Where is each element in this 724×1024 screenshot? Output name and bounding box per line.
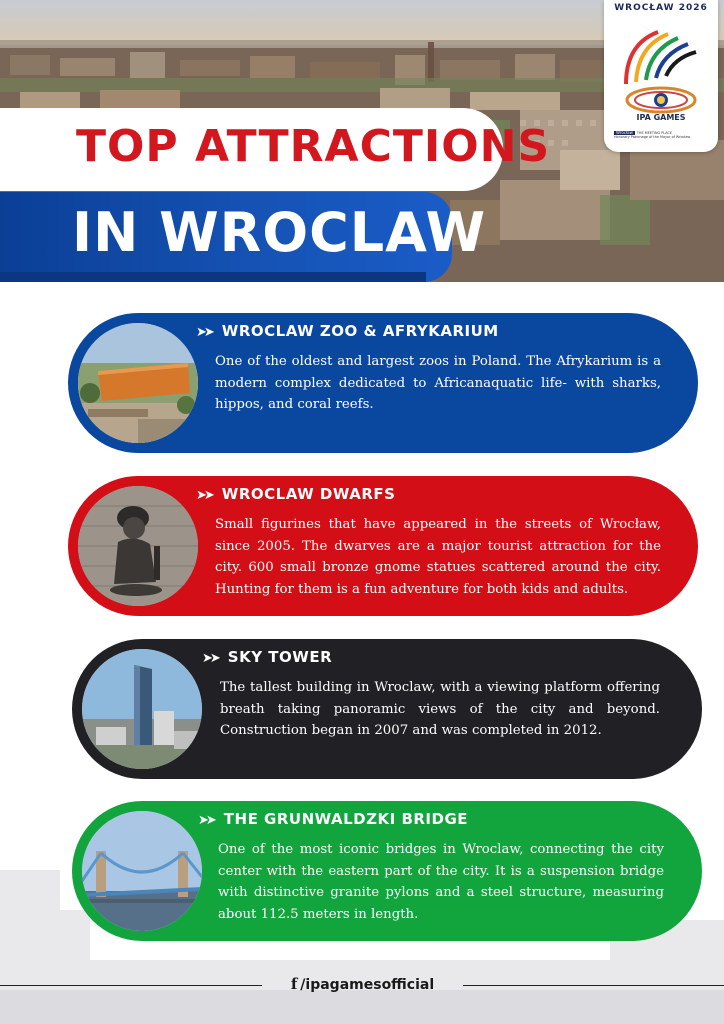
card-title [196,322,499,340]
zoo-afrykarium-photo [78,323,198,443]
card-description: One of the oldest and largest zoos in Poland. The Afrykarium is a modern complex dedicated to Africanaquatic life- with sharks, hippos, and coral reefs. [215,354,661,412]
attraction-card-dwarfs [68,476,698,616]
double-chevron-right-icon: ➤➤ [198,813,214,828]
card-description: One of the most iconic bridges in Wroclaw, connecting the city center with the eastern part of the city. It is a suspension bridge with distinctive granite pylons and a steel structure, measuring about 112.5 meters in length. [218,842,664,922]
social-handle[interactable]: /ipagamesofficial [300,977,435,993]
card-description: Small figurines that have appeared in the streets of Wrocław, since 2005. The dwarves are a major tourist attraction for the city. 600 small bronze gnome statues scattered around the city. Hunting for them is a fun adventure for both kids and adults. [215,517,661,597]
card-description: The tallest building in Wroclaw, with a viewing platform offering breath taking panoramic views of the city and beyond. Construction began in 2007 and was completed in 2012. [220,680,660,738]
page-title-line2: IN WROCLAW [72,201,487,264]
page-title-line1: TOP ATTRACTIONS [76,121,551,172]
facebook-icon: f [290,975,298,993]
partner-text: THE MEETING PLACE [636,131,672,135]
card-title-text: WROCLAW DWARFS [221,485,396,503]
card-title-text: WROCLAW ZOO & AFRYKARIUM [221,322,499,340]
patronage-text: Honorary Patronage of the Mayor of Wrocław [614,135,691,139]
card-title [196,485,395,503]
card-title [198,810,468,828]
footer-social[interactable] [262,975,463,993]
logo-year-text: WROCŁAW 2026 [614,3,708,13]
footer-divider-right [463,985,724,986]
logo-partner-strip [614,131,708,145]
double-chevron-right-icon: ➤➤ [196,488,212,503]
wroclaw-dwarf-photo [78,486,198,606]
logo-emblem-icon [618,14,704,114]
card-title-text: THE GRUNWALDZKI BRIDGE [223,810,469,828]
attraction-card-sky-tower [72,639,702,779]
double-chevron-right-icon: ➤➤ [202,651,218,666]
ipa-games-logo [604,0,718,152]
attraction-card-grunwaldzki-bridge [72,801,702,941]
card-title [202,648,332,666]
partner-tag: Wrocław [616,131,633,135]
sky-tower-photo [82,649,202,769]
card-title-text: SKY TOWER [227,648,333,666]
grunwaldzki-bridge-photo [82,811,202,931]
logo-games-name: IPA GAMES [636,113,686,122]
double-chevron-right-icon: ➤➤ [196,325,212,340]
attraction-card-zoo [68,313,698,453]
footer-divider-left [0,985,262,986]
